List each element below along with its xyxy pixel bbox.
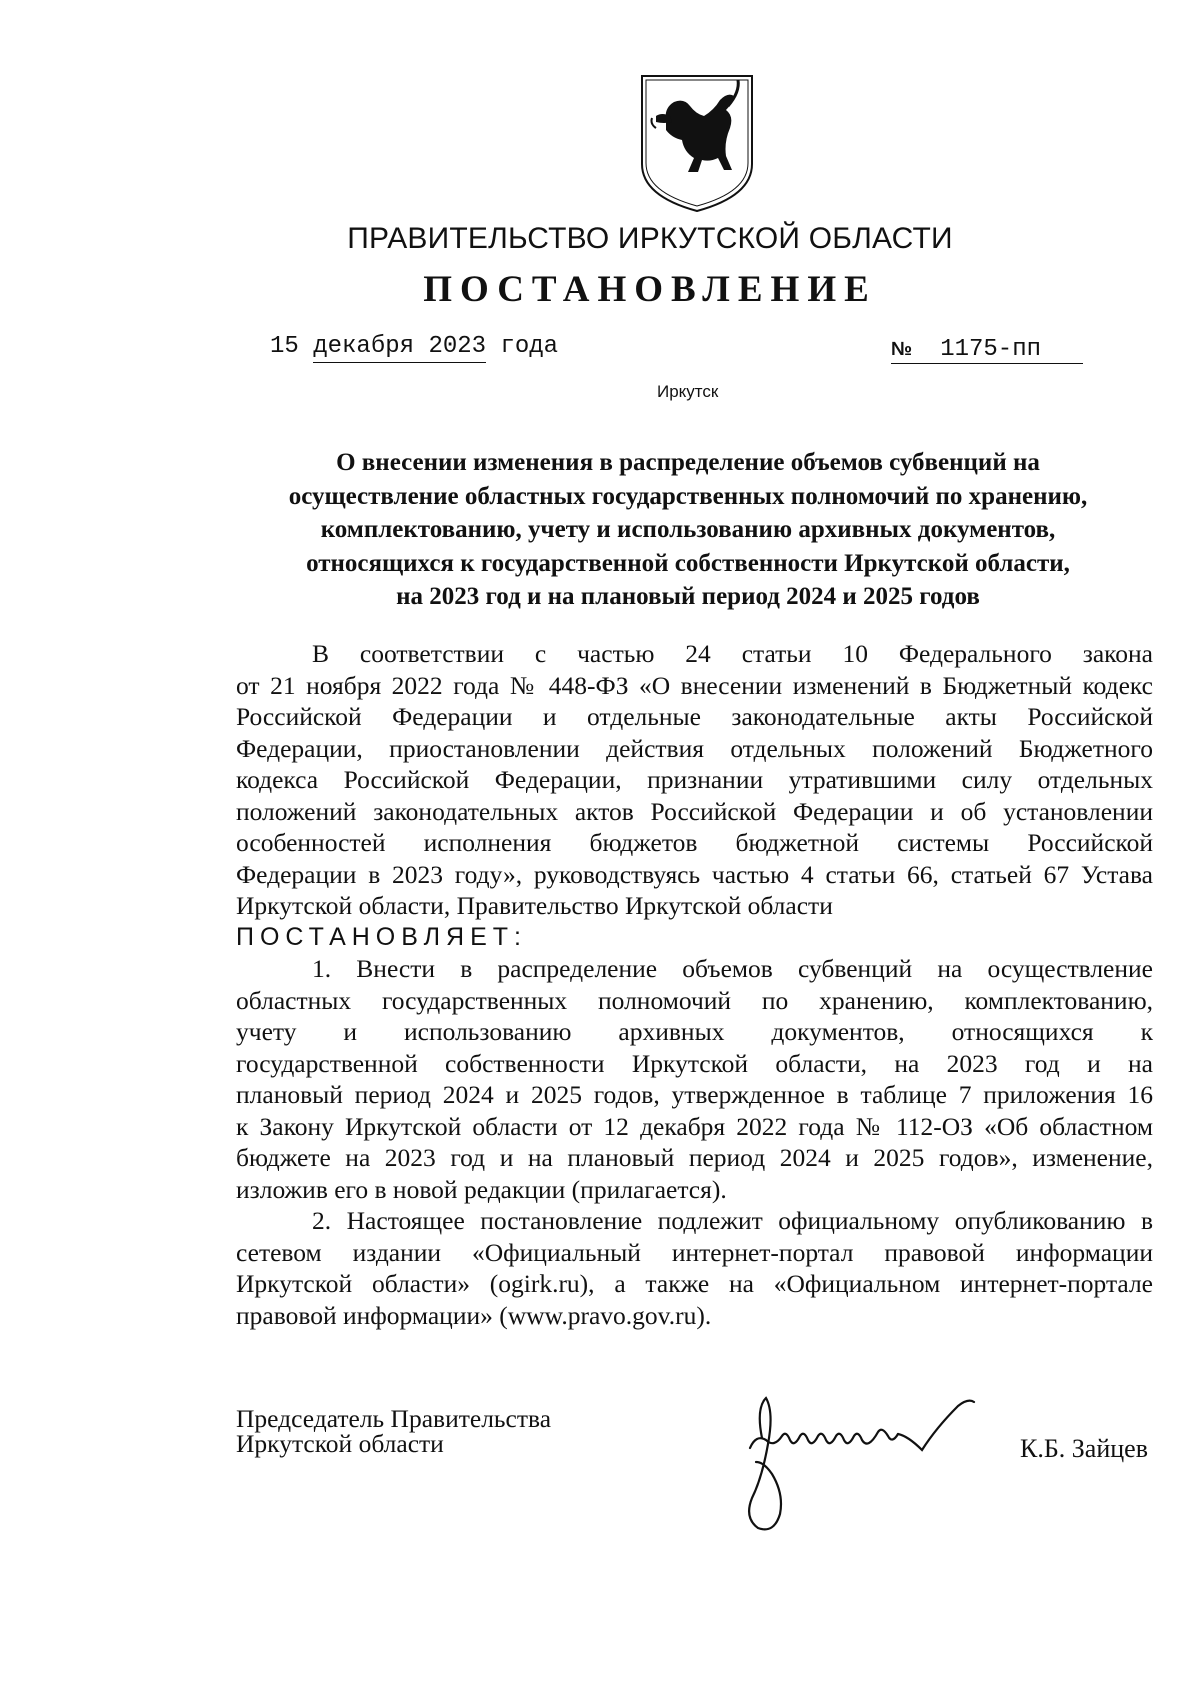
body-line: кодекса Российской Федерации, признании утратившими силу отдельных xyxy=(236,765,1153,794)
coat-of-arms-icon xyxy=(638,72,756,214)
heading-line: на 2023 год и на плановый период 2024 и 2025 годов xyxy=(396,583,980,610)
body-line: положений законодательных актов Российской Федерации и об установлении xyxy=(236,796,1153,826)
signer-position-line: Иркутской области xyxy=(236,1429,444,1458)
body-line: областных государственных полномочий по хранению, комплектованию, xyxy=(236,985,1153,1015)
signer-name: К.Б. Зайцев xyxy=(1020,1434,1148,1463)
body-line: 1. Внести в распределение объемов субвенций на осуществление xyxy=(312,954,1153,983)
body-line: В соответствии с частью 24 статьи 10 Федерального закона xyxy=(312,639,1153,668)
body-line: изложив его в новой редакции (прилагается). xyxy=(236,1174,727,1204)
date-suffix: года xyxy=(500,333,559,360)
heading-line: осуществление областных государственных полномочий по хранению, xyxy=(288,482,1088,510)
body-line: от 21 ноября 2022 года № 448-ФЗ «О внесении изменений в Бюджетный кодекс xyxy=(236,670,1153,700)
signer-position xyxy=(236,1406,551,1456)
city: Иркутск xyxy=(657,382,719,401)
body-line: особенностей исполнения бюджетов бюджетной системы Российской xyxy=(236,828,1153,857)
government-name: ПРАВИТЕЛЬСТВО ИРКУТСКОЙ ОБЛАСТИ xyxy=(347,222,953,255)
document-date xyxy=(270,333,558,360)
body-line: Российской Федерации и отдельные законодательные акты Российской xyxy=(236,702,1153,731)
heading-line: относящихся к государственной собственности Иркутской области, xyxy=(306,549,1070,577)
body-line: Иркутской области» (ogirk.ru), а также на «Официальном интернет-портале xyxy=(236,1269,1153,1298)
date-day: 15 xyxy=(270,333,299,360)
handwritten-signature-icon xyxy=(722,1378,992,1538)
body-line: плановый период 2024 и 2025 годов, утвержденное в таблице 7 приложения 16 xyxy=(236,1080,1153,1109)
number-value: 1175-пп xyxy=(940,336,1042,363)
body-line: Иркутской области, Правительство Иркутской области xyxy=(236,891,833,920)
document-heading xyxy=(246,446,1130,614)
body-line: государственной собственности Иркутской области, на 2023 год и на xyxy=(236,1048,1153,1078)
date-month-year: декабря 2023 xyxy=(313,333,486,363)
number-sign: № xyxy=(891,339,913,360)
document-type: ПОСТАНОВЛЕНИЕ xyxy=(423,269,877,310)
body-line: правовой информации» (www.pravo.gov.ru). xyxy=(236,1300,712,1330)
body-line: учету и использованию архивных документов, относящихся к xyxy=(236,1017,1153,1046)
body-line: Федерации, приостановлении действия отдельных положений Бюджетного xyxy=(236,733,1153,763)
body-line: бюджете на 2023 год и на плановый период 2024 и 2025 годов», изменение, xyxy=(236,1143,1153,1172)
document-number xyxy=(891,336,1083,364)
body-line: к Закону Иркутской области от 12 декабря 2022 года № 112-ОЗ «Об областном xyxy=(236,1111,1153,1141)
body-line: сетевом издании «Официальный интернет-портал правовой информации xyxy=(236,1237,1153,1267)
signer-position-line: Председатель Правительства xyxy=(236,1404,552,1433)
resolves-word: ПОСТАНОВЛЯЕТ: xyxy=(236,922,528,951)
document-body xyxy=(236,638,1153,1331)
body-line: Федерации в 2023 году», руководствуясь частью 4 статьи 66, статьей 67 Устава xyxy=(236,859,1153,889)
heading-line: комплектованию, учету и использованию архивных документов, xyxy=(320,516,1056,543)
body-line: 2. Настоящее постановление подлежит официальному опубликованию в xyxy=(312,1206,1153,1235)
heading-line: О внесении изменения в распределение объемов субвенций на xyxy=(336,449,1040,476)
